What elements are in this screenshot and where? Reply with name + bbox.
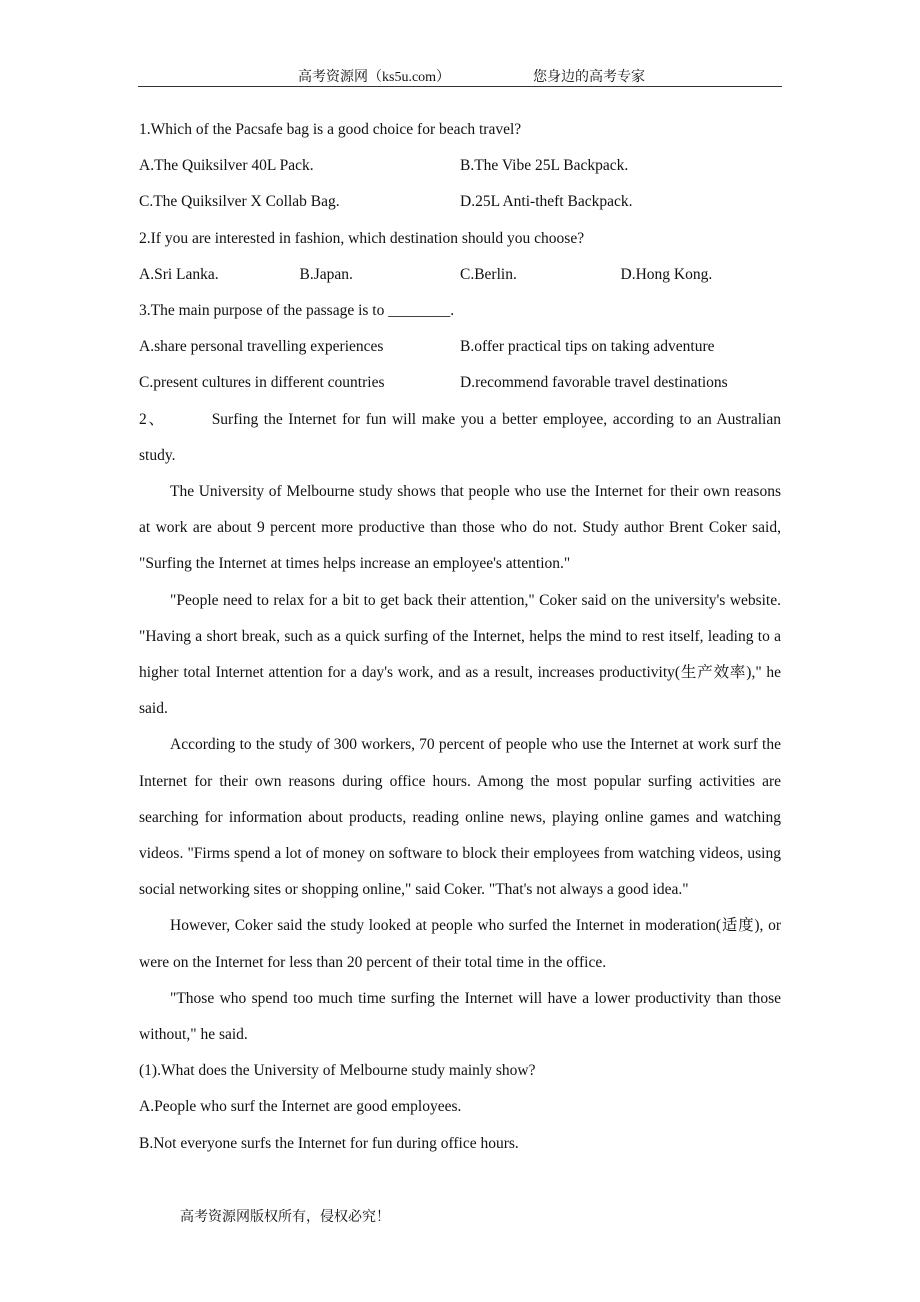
page-footer: 高考资源网版权所有，侵权必究！ [180, 1210, 390, 1225]
question-2: 2.If you are interested in fashion, which destination should you choose? [139, 229, 585, 247]
question-3-options-row-2 [139, 365, 781, 401]
question-2-options [139, 257, 781, 293]
option: D.25L Anti-theft Backpack. [460, 193, 633, 211]
option: C.Berlin. [460, 265, 517, 283]
header-slogan: 您身边的高考专家 [533, 70, 645, 85]
option: D.Hong Kong. [620, 265, 713, 283]
question-1-options-row-2 [139, 184, 781, 220]
header-site-name: 高考资源网（ks5u.com） [298, 70, 451, 85]
passage-intro-text: Surfing the Internet for fun will make you a better employee, according to an Australian study. [139, 410, 781, 464]
option: B.offer practical tips on taking adventure [460, 338, 715, 356]
option: A.People who surf the Internet are good employees. [139, 1098, 462, 1116]
question-1: 1.Which of the Pacsafe bag is a good choice for beach travel? [139, 121, 522, 138]
option: A.Sri Lanka. [139, 265, 219, 283]
page-header [138, 62, 782, 87]
passage-number: 2、 [139, 410, 166, 428]
option: B.Not everyone surfs the Internet for fun during office hours. [139, 1134, 519, 1152]
passage-paragraph: The University of Melbourne study shows that people who use the Internet for their own reasons at work are about 9 percent more productive than those who do not. Study author Brent Coker said, "Surfing the Internet at times helps increase an employee's attention." [139, 482, 781, 573]
option: A.share personal travelling experiences [139, 338, 384, 356]
question-1-options-row-1 [139, 148, 781, 184]
passage-paragraph: "Those who spend too much time surfing the Internet will have a lower productivity than those without," he said. [139, 989, 781, 1043]
option: D.recommend favorable travel destinations [460, 374, 728, 392]
option: B.Japan. [299, 265, 353, 283]
question-3: 3.The main purpose of the passage is to ________. [139, 301, 455, 319]
passage-paragraph: However, Coker said the study looked at people who surfed the Internet in moderation(适度), or were on the Internet for less than 20 percent of their total time in the office. [139, 917, 781, 971]
question-3-options-row-1 [139, 329, 781, 365]
passage-paragraph: "People need to relax for a bit to get back their attention," Coker said on the university's website. "Having a short break, such as a quick surfing of the Internet, helps the mind to rest itself, leading to a higher total Internet attention for a day's work, and as a result, increases productivity(生产效率)," he said. [139, 591, 781, 718]
option: C.present cultures in different countries [139, 374, 385, 392]
option: A.The Quiksilver 40L Pack. [139, 157, 314, 175]
passage-paragraph: According to the study of 300 workers, 70 percent of people who use the Internet at work surf the Internet for their own reasons during office hours. Among the most popular surfing activities are searching for information about products, reading online news, playing online games and watching videos. "Firms spend a lot of money on software to block their employees from watching videos, using social networking sites or shopping online," said Coker. "That's not always a good idea." [139, 736, 781, 899]
option: B.The Vibe 25L Backpack. [460, 157, 629, 175]
document-body [139, 112, 781, 1162]
passage-intro [139, 402, 781, 474]
sub-question-1: (1).What does the University of Melbourne study mainly show? [139, 1062, 536, 1080]
option: C.The Quiksilver X Collab Bag. [139, 193, 340, 211]
